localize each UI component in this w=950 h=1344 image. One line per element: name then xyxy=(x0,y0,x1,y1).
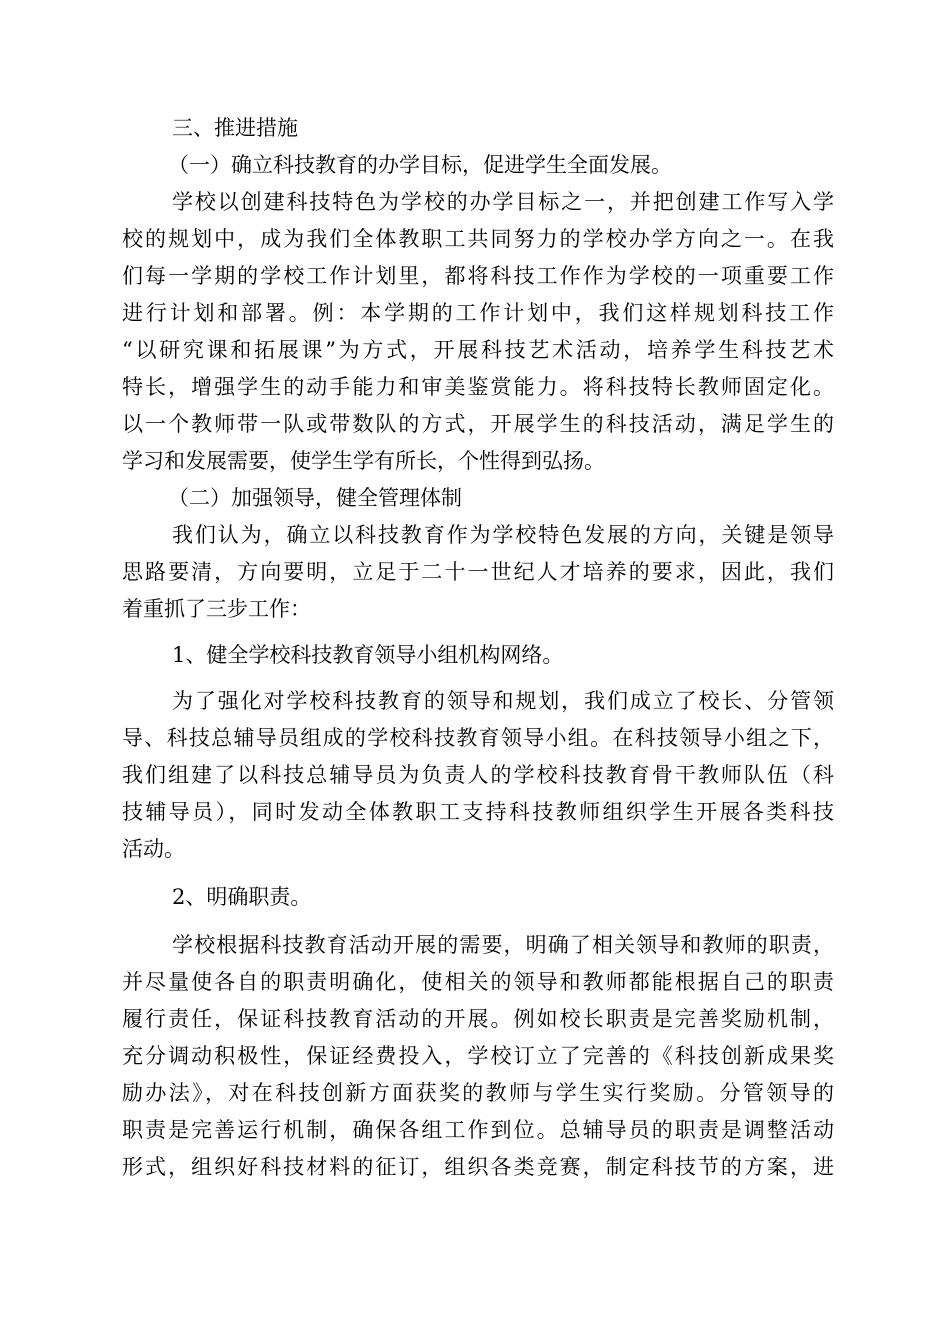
text-line: 思路要清，方向要明，立足于二十一世纪人才培养的要求，因此，我们 xyxy=(122,560,834,584)
text-line: 职责是完善运行机制，确保各组工作到位。总辅导员的职责是调整活动 xyxy=(122,1118,834,1142)
paragraph-duties xyxy=(122,927,834,1186)
text-line: 履行责任，保证科技教育活动的开展。例如校长职责是完善奖励机制， xyxy=(122,1007,834,1031)
text-line: 为了强化对学校科技教育的领导和规划，我们成立了校长、分管领 xyxy=(172,689,834,713)
text-line: 校的规划中，成为我们全体教职工共同努力的学校办学方向之一。在我 xyxy=(122,227,834,251)
text-line: 形式，组织好科技材料的征订，组织各类竞赛，制定科技节的方案，进 xyxy=(122,1155,834,1179)
text-line: 我们认为，确立以科技教育作为学校特色发展的方向，关键是领导 xyxy=(172,523,834,547)
text-line: 导、科技总辅导员组成的学校科技教育领导小组。在科技领导小组之下， xyxy=(122,726,834,750)
subheading-leadership: （二）加强领导，健全管理体制 xyxy=(168,486,462,510)
item-heading-1: 1、健全学校科技教育领导小组机构网络。 xyxy=(172,643,564,667)
paragraph-leadership xyxy=(122,517,834,628)
text-line: 充分调动积极性，保证经费投入，学校订立了完善的《科技创新成果奖 xyxy=(122,1044,834,1068)
text-line: 以一个教师带一队或带数队的方式，开展学生的科技活动，满足学生的 xyxy=(122,412,834,436)
text-line: 特长，增强学生的动手能力和审美鉴赏能力。将科技特长教师固定化。 xyxy=(122,375,834,399)
paragraph-goal xyxy=(122,184,834,480)
text-line: 们每一学期的学校工作计划里，都将科技工作作为学校的一项重要工作 xyxy=(122,264,834,288)
document-body xyxy=(122,110,834,1186)
text-line: 我们组建了以科技总辅导员为负责人的学校科技教育骨干教师队伍（科 xyxy=(122,763,834,787)
text-line: 技辅导员），同时发动全体教职工支持科技教师组织学生开展各类科技 xyxy=(122,800,834,824)
text-line: 着重抓了三步工作： xyxy=(122,597,311,621)
text-line: 进行计划和部署。例：本学期的工作计划中，我们这样规划科技工作 xyxy=(122,301,834,325)
text-line: 学校以创建科技特色为学校的办学目标之一，并把创建工作写入学 xyxy=(172,190,834,214)
text-line: “以研究课和拓展课”为方式，开展科技艺术活动，培养学生科技艺术 xyxy=(122,338,834,362)
text-line: 并尽量使各自的职责明确化，使相关的领导和教师都能根据自己的职责 xyxy=(122,970,834,994)
text-line: 活动。 xyxy=(122,837,185,861)
subheading-goal: （一）确立科技教育的办学目标，促进学生全面发展。 xyxy=(168,153,672,177)
text-line: 学校根据科技教育活动开展的需要，明确了相关领导和教师的职责， xyxy=(172,933,834,957)
item-heading-2: 2、明确职责。 xyxy=(172,885,312,909)
section-heading-measures: 三、推进措施 xyxy=(172,116,298,140)
paragraph-network xyxy=(122,683,834,868)
text-line: 励办法》，对在科技创新方面获奖的教师与学生实行奖励。分管领导的 xyxy=(122,1081,834,1105)
text-line: 学习和发展需要，使学生学有所长，个性得到弘扬。 xyxy=(122,449,605,473)
